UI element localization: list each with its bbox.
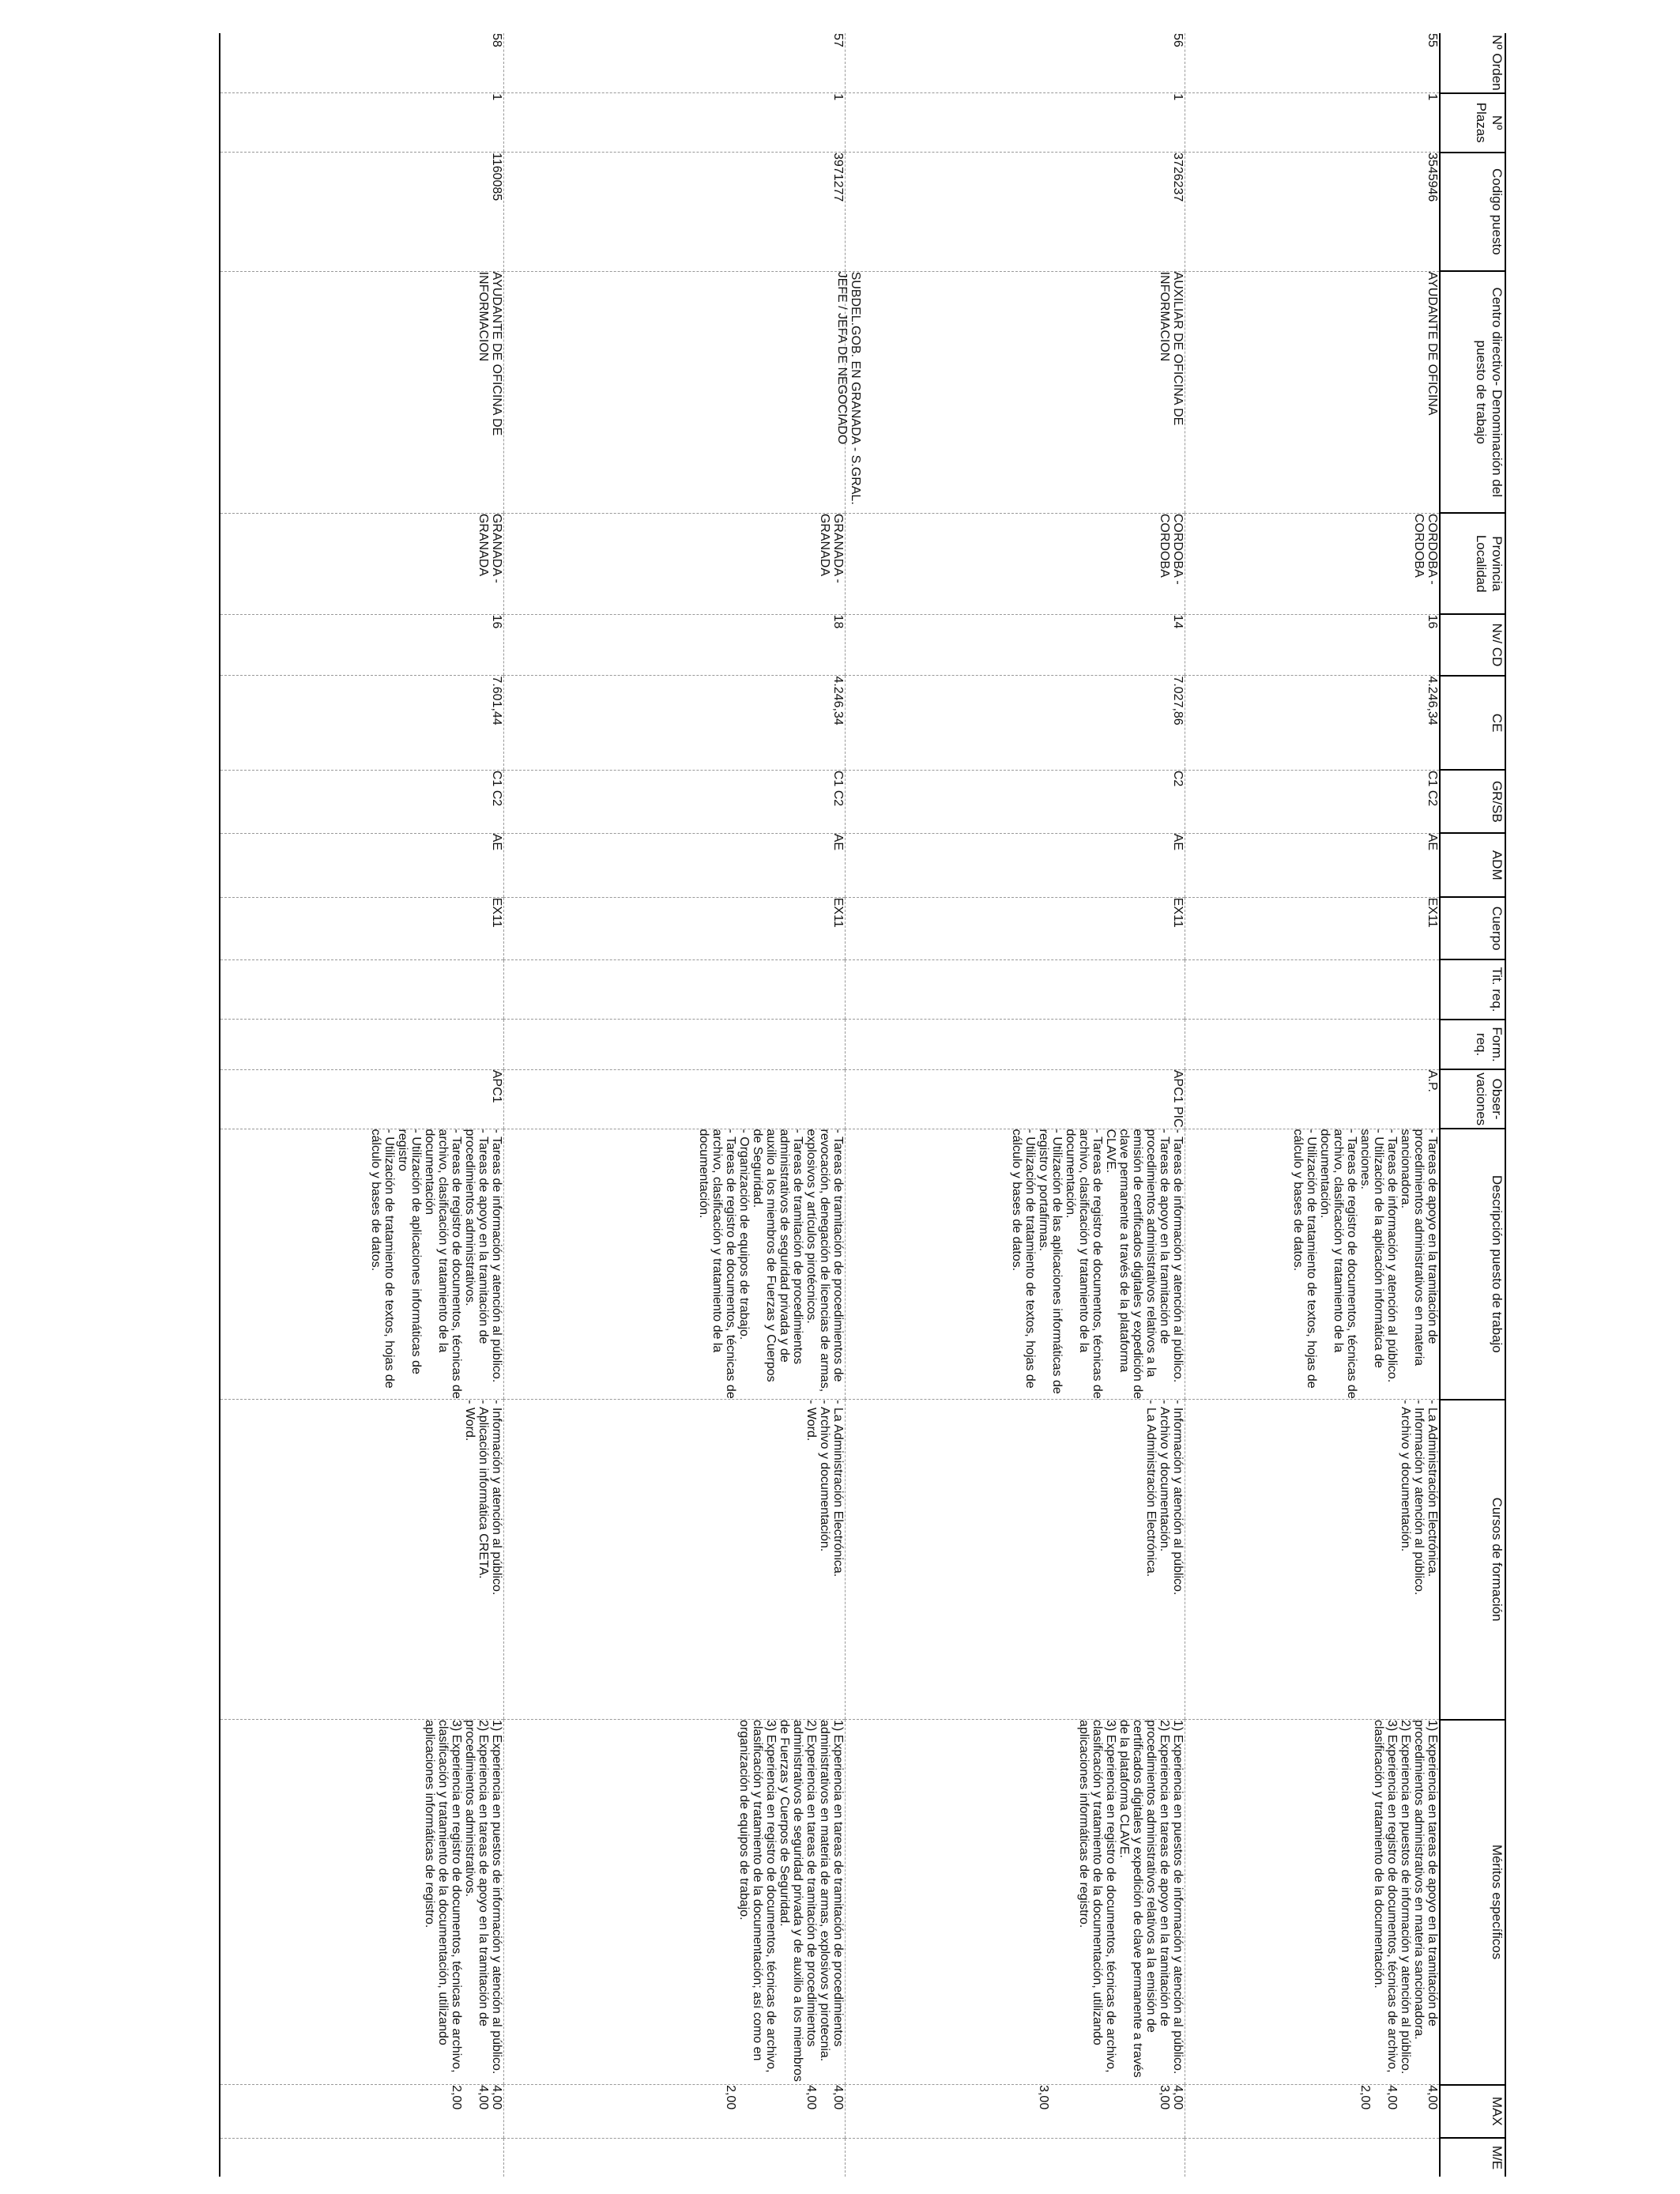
max-score-value: [1399, 2085, 1412, 2137]
max-score-value: 2,00: [1358, 2085, 1372, 2110]
max-score-value: [1372, 2085, 1385, 2137]
cell-form: [220, 1020, 504, 1069]
col-header-obs: Obser- vaciones: [1440, 1069, 1505, 1129]
col-header-ce: CE: [1440, 676, 1505, 770]
cell-ce: 7.027,86: [846, 676, 1185, 770]
cell-provincia: GRANADA - GRANADA: [220, 513, 504, 614]
max-score-value: [792, 2085, 805, 2137]
cell-ce: 7.601,44: [220, 676, 504, 770]
max-score-value: 4,00: [477, 2085, 491, 2110]
cell-provincia: CORDOBA - CORDOBA: [1185, 513, 1440, 614]
cell-meritos: 1) Experiencia en tareas de tramitación de procedimientos administrativos en materia de armas, explosivos y pirotecnia. 2) Experiencia en tareas de tramitación de procedimientos administrativos de seguridad privada y de auxilio a los miembros de Fuerzas y Cuerpos de Seguridad. 3) Experiencia en registro de documentos, técnicas de archivo, clasificación y tratamiento de la documentación; así como en organización de equipos de trabajo.: [504, 1720, 846, 2085]
cell-meritos: 1) Experiencia en tareas de apoyo en la tramitación de procedimientos administrativos en materia sancionadora. 2) Experiencia en puestos de información y atención al público. 3) Experiencia en registro de documentos, técnicas de archivo, clasificación y tratamiento de la documentación.: [1185, 1720, 1440, 2085]
cell-cuerpo: EX11: [504, 897, 846, 959]
cell-cursos: - La Administración Electrónica. - Archivo y documentación. - Word.: [504, 1400, 846, 1720]
max-score-value: [1078, 2085, 1091, 2137]
cell-plazas: 1: [1185, 93, 1440, 153]
max-score-value: [1118, 2085, 1132, 2137]
col-header-tit: Tit. req.: [1440, 959, 1505, 1020]
cell-ce: 4.246,34: [1185, 676, 1440, 770]
cell-plazas: 1: [504, 93, 846, 153]
cell-cursos: - Información y atención al público. - Archivo y documentación. - La Administración Electrónica.: [846, 1400, 1185, 1720]
max-score-value: 3,00: [1158, 2085, 1172, 2110]
max-score-value: 4,00: [1171, 2085, 1185, 2110]
cell-obs: APC1 PIC: [846, 1069, 1185, 1129]
max-score-value: [1064, 2085, 1078, 2137]
col-header-cuerpo: Cuerpo: [1440, 897, 1505, 959]
col-header-centro: Centro directivo- Denominación del puesto de trabajo: [1440, 271, 1505, 513]
cell-obs: [504, 1069, 846, 1129]
cell-max: [504, 2085, 846, 2138]
col-header-adm: ADM: [1440, 833, 1505, 897]
cell-obs: A.P.: [1185, 1069, 1440, 1129]
cell-form: [504, 1020, 846, 1069]
cell-adm: AE: [1185, 833, 1440, 897]
cell-descripcion: - Tareas de apoyo en la tramitación de procedimientos administrativos en materia sancionadora. - Tareas de información y atención al público. - Utilización de la aplicación informática de sanciones. - Tareas de registro de documentos, técnicas de archivo, clasificación y tratamiento de la documentación. - Utilización de tratamiento de textos, hojas de cálculo y bases de datos.: [1185, 1129, 1440, 1400]
cell-nivel: 16: [1185, 614, 1440, 676]
cell-adm: AE: [220, 833, 504, 897]
cell-me: [504, 2138, 846, 2177]
cell-orden: 56: [846, 33, 1185, 93]
cell-nivel: 14: [846, 614, 1185, 676]
cell-centro-denominacion: [1185, 271, 1440, 513]
cell-orden: 58: [220, 33, 504, 93]
centro-directivo-text: SUBDEL.GOB. EN GRANADA - S.GRAL.: [849, 271, 863, 505]
table-row: [1185, 33, 1440, 2177]
cell-max: [220, 2085, 504, 2138]
col-header-orden: Nº Orden: [1440, 33, 1505, 93]
cell-form: [846, 1020, 1185, 1069]
max-score-value: 4,00: [831, 2085, 846, 2110]
max-score-value: [819, 2085, 832, 2137]
cell-adm: AE: [846, 833, 1185, 897]
max-score-value: [464, 2085, 477, 2137]
denominacion-text: JEFE / JEFA DE NEGOCIADO: [835, 271, 849, 445]
col-header-descripcion: Descripción puesto de trabajo: [1440, 1129, 1505, 1400]
cell-cuerpo: EX11: [846, 897, 1185, 959]
col-header-plazas: Nº Plazas: [1440, 93, 1505, 153]
cell-plazas: 1: [846, 93, 1185, 153]
cell-cuerpo: EX11: [1185, 897, 1440, 959]
denominacion-text: AYUDANTE DE OFICINA DE INFORMACION: [477, 271, 504, 436]
cell-tit: [504, 959, 846, 1020]
cell-tit: [1185, 959, 1440, 1020]
cell-grsb: C1 C2: [1185, 770, 1440, 833]
cell-plazas: 1: [220, 93, 504, 153]
max-score-value: [1132, 2085, 1145, 2137]
cell-codigo: 1160085: [220, 153, 504, 272]
cell-centro-denominacion: [220, 271, 504, 513]
job-positions-table: [219, 33, 1506, 2177]
cell-me: [1185, 2138, 1440, 2177]
cell-provincia: GRANADA - GRANADA: [504, 513, 846, 614]
col-header-nivel: Nv/ CD: [1440, 614, 1505, 676]
max-score-value: [765, 2085, 778, 2137]
max-score-value: [751, 2085, 765, 2137]
cell-obs: APC1: [220, 1069, 504, 1129]
cell-grsb: C1 C2: [220, 770, 504, 833]
cell-centro-denominacion: [846, 271, 1185, 513]
cell-me: [220, 2138, 504, 2177]
max-score-value: 3,00: [1037, 2085, 1051, 2110]
cell-max: [846, 2085, 1185, 2138]
col-header-form: Form. req.: [1440, 1020, 1505, 1069]
max-score-value: 2,00: [724, 2085, 738, 2110]
max-score-value: [738, 2085, 751, 2137]
header-row: [1440, 33, 1505, 2177]
cell-grsb: C1 C2: [504, 770, 846, 833]
cell-meritos: 1) Experiencia en puestos de información y atención al público. 2) Experiencia en tareas de apoyo en la tramitación de procedimientos administrativos. 3) Experiencia en registro de documentos, técnicas de archivo, clasificación y tratamiento de la documentación, utilizando aplicaciones informáticas de registro.: [220, 1720, 504, 2085]
cell-codigo: 3726237: [846, 153, 1185, 272]
max-score-value: 2,00: [450, 2085, 464, 2110]
max-score-value: [1145, 2085, 1158, 2137]
max-score-value: 4,00: [490, 2085, 504, 2110]
cell-cuerpo: EX11: [220, 897, 504, 959]
denominacion-text: AYUDANTE DE OFICINA: [1426, 271, 1439, 416]
cell-orden: 57: [504, 33, 846, 93]
cell-nivel: 16: [220, 614, 504, 676]
denominacion-text: AUXILIAR DE OFICINA DE INFORMACION: [1158, 271, 1185, 426]
max-score-value: [1091, 2085, 1105, 2137]
cell-codigo: 3971277: [504, 153, 846, 272]
cell-codigo: 3545946: [1185, 153, 1440, 272]
cell-cursos: - La Administración Electrónica. - Información y atención al público. - Archivo y documentación.: [1185, 1400, 1440, 1720]
cell-orden: 55: [1185, 33, 1440, 93]
cell-form: [1185, 1020, 1440, 1069]
col-header-cursos: Cursos de formación: [1440, 1400, 1505, 1720]
table-row: [220, 33, 504, 2177]
cell-max: [1185, 2085, 1440, 2138]
col-header-codigo: Codigo puesto: [1440, 153, 1505, 272]
cell-me: [846, 2138, 1185, 2177]
col-header-meritos: Méritos específicos: [1440, 1720, 1505, 2085]
col-header-max: MAX: [1440, 2085, 1505, 2138]
max-score-value: [1105, 2085, 1118, 2137]
cell-grsb: C2: [846, 770, 1185, 833]
cell-centro-denominacion: [504, 271, 863, 513]
cell-meritos: 1) Experiencia en puestos de información y atención al público. 2) Experiencia en tareas de apoyo en la tramitación de procedimientos administrativos relativos a la emisión de certificados digitales y expedición de clave permanente a través de la plataforma CLAVE. 3) Experiencia en registro de documentos, técnicas de archivo, clasificación y tratamiento de la documentación, utilizando aplicaciones informáticas de registro.: [846, 1720, 1185, 2085]
cell-descripcion: - Tareas de tramitación de procedimientos de revocación, denegación de licencias de armas, explosivos y artículos pirotécnicos. - Tareas de tramitación de procedimientos administrativos de seguridad privada y de auxilio a los miembros de Fuerzas y Cuerpos de Seguridad. - Organización de equipos de trabajo. - Tareas de registro de documentos, técnicas de archivo, clasificación y tratamiento de la documentación.: [504, 1129, 846, 1400]
cell-nivel: 18: [504, 614, 846, 676]
max-score-value: [778, 2085, 792, 2137]
table-body: [220, 33, 1440, 2177]
max-score-value: [1412, 2085, 1426, 2137]
col-header-grsb: GR/SB: [1440, 770, 1505, 833]
cell-adm: AE: [504, 833, 846, 897]
max-score-value: 4,00: [1385, 2085, 1399, 2110]
cell-cursos: - Información y atención al público. - Aplicación informática CRETA. - Word.: [220, 1400, 504, 1720]
cell-tit: [846, 959, 1185, 1020]
max-score-value: [1051, 2085, 1064, 2137]
col-header-me: M/E: [1440, 2138, 1505, 2177]
max-score-value: 4,00: [804, 2085, 819, 2110]
cell-provincia: CORDOBA - CORDOBA: [846, 513, 1185, 614]
cell-tit: [220, 959, 504, 1020]
max-score-value: 4,00: [1426, 2085, 1439, 2110]
table-row: [504, 33, 846, 2177]
cell-descripcion: - Tareas de información y atención al público. - Tareas de apoyo en la tramitación de procedimientos administrativos relativos a la emisión de certificados digitales y expedición de clave permanente a través de la plataforma CLAVE. - Tareas de registro de documentos, técnicas de archivo, clasificación y tratamiento de la documentación. - Utilización de las aplicaciones informáticas de registro y portafirmas. - Utilización de tratamiento de textos, hojas de cálculo y bases de datos.: [846, 1129, 1185, 1400]
cell-ce: 4.246,34: [504, 676, 846, 770]
table-row: [846, 33, 1185, 2177]
col-header-provincia: Provincia Localidad: [1440, 513, 1505, 614]
cell-descripcion: - Tareas de información y atención al público. - Tareas de apoyo en la tramitación de procedimientos administrativos. - Tareas de registro de documentos, técnicas de archivo, clasificación y tratamiento de la documentación - Utilización de aplicaciones informáticas de registro - Utilización de tratamiento de textos, hojas de cálculo y bases de datos.: [220, 1129, 504, 1400]
